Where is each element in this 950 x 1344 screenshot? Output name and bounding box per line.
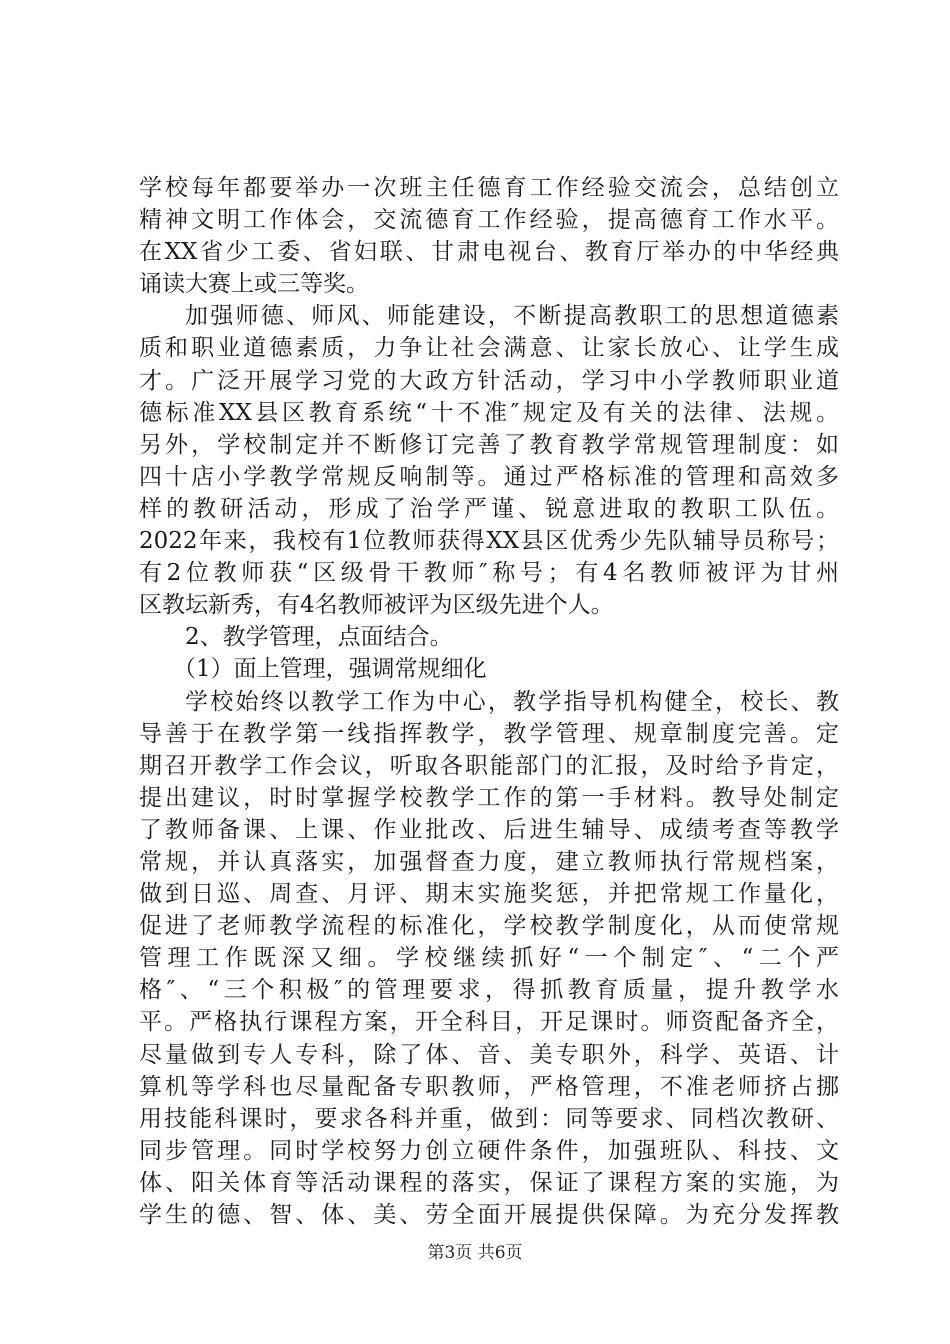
text-line: 用技能科课时，要求各科并重，做到：同等要求、同档次教研、 — [139, 1105, 839, 1132]
text-line: 期召开教学工作会议，听取各职能部门的汇报，及时给予肯定， — [139, 752, 839, 779]
text-line: 精神文明工作体会，交流德育工作经验，提高德育工作水平。 — [139, 207, 839, 234]
text-line: 2、教学管理，点面结合。 — [185, 624, 453, 651]
text-line: 常规，并认真落实，加强督查力度，建立教师执行常规档案， — [139, 848, 839, 875]
text-line: 样的教研活动，形成了治学严谨、锐意进取的教职工队伍。 — [139, 495, 839, 522]
text-line: 诵读大赛上或三等奖。 — [139, 271, 369, 298]
text-line: 了教师备课、上课、作业批改、后进生辅导、成绩考查等教学 — [139, 816, 839, 843]
text-line: 加强师德、师风、师能建设，不断提高教职工的思想道德素 — [185, 303, 839, 330]
text-line: 有2位教师获“区级骨干教师″称号；有4名教师被评为甘州 — [139, 560, 839, 587]
text-line: 另外，学校制定并不断修订完善了教育教学常规管理制度：如 — [139, 431, 839, 458]
text-line: 平。严格执行课程方案，开全科目，开足课时。师资配备齐全， — [139, 1009, 839, 1036]
text-line: 导善于在教学第一线指挥教学，教学管理、规章制度完善。定 — [139, 720, 839, 747]
body-text — [139, 172, 839, 1231]
text-line: 质和职业道德素质，力争让社会满意、让家长放心、让学生成 — [139, 335, 839, 362]
text-line: 区教坛新秀，有4名教师被评为区级先进个人。 — [139, 592, 614, 619]
text-line: 德标准XX县区教育系统“十不准″规定及有关的法律、法规。 — [139, 399, 839, 426]
text-line: 促进了老师教学流程的标准化，学校教学制度化，从而使常规 — [139, 913, 839, 940]
text-line: 才。广泛开展学习党的大政方针活动，学习中小学教师职业道 — [139, 367, 839, 394]
text-line: 四十店小学教学常规反响制等。通过严格标准的管理和高效多 — [139, 463, 839, 490]
text-line: 格″、“三个积极″的管理要求，得抓教育质量，提升教学水 — [139, 977, 839, 1004]
text-line: 学生的德、智、体、美、劳全面开展提供保障。为充分发挥教 — [139, 1202, 839, 1228]
text-line: 2022年来，我校有1位教师获得XX县区优秀少先队辅导员称号； — [139, 528, 839, 555]
text-line: 管理工作既深又细。学校继续抓好“一个制定″、“二个严 — [139, 945, 839, 972]
text-line: 体、阳关体育等活动课程的落实，保证了课程方案的实施，为 — [139, 1169, 839, 1196]
text-line: 在XX省少工委、省妇联、甘肃电视台、教育厅举办的中华经典 — [139, 239, 839, 266]
text-line: （1）面上管理，强调常规细化 — [173, 656, 487, 683]
text-line: 算机等学科也尽量配备专职教师，严格管理，不准老师挤占挪 — [139, 1073, 839, 1100]
text-line: 同步管理。同时学校努力创立硬件条件，加强班队、科技、文 — [139, 1137, 839, 1164]
text-line: 做到日巡、周查、月评、期末实施奖惩，并把常规工作量化， — [139, 881, 839, 908]
page-footer: 第3页 共6页 — [427, 1243, 523, 1263]
text-line: 尽量做到专人专科，除了体、音、美专职外，科学、英语、计 — [139, 1041, 839, 1068]
text-line: 提出建议，时时掌握学校教学工作的第一手材料。教导处制定 — [139, 784, 839, 811]
text-line: 学校始终以教学工作为中心，教学指导机构健全，校长、教 — [185, 688, 839, 715]
text-line: 学校每年都要举办一次班主任德育工作经验交流会，总结创立 — [139, 175, 839, 201]
